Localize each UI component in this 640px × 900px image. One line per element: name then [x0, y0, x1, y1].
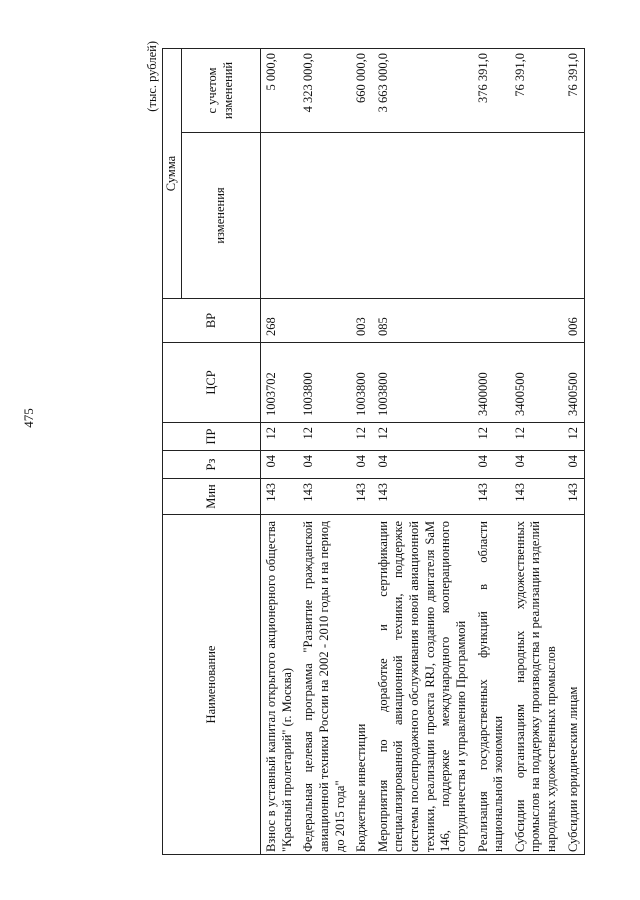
table-row	[473, 49, 510, 855]
table-body	[261, 49, 585, 855]
header-rz: Рз	[163, 451, 261, 479]
table-row	[351, 49, 373, 855]
table-row	[563, 49, 585, 855]
row-rz: 04	[563, 451, 585, 479]
row-rz: 04	[298, 451, 351, 479]
row-min: 143	[373, 479, 473, 515]
row-rz: 04	[473, 451, 510, 479]
table-header	[163, 49, 261, 855]
row-total: 4 323 000,0	[298, 49, 351, 133]
row-vr	[473, 299, 510, 343]
page-number: 475	[21, 408, 36, 428]
row-csr: 3400000	[473, 343, 510, 423]
row-pr: 12	[351, 423, 373, 451]
table-row	[261, 49, 299, 855]
row-name: Федеральная целевая программа "Развитие гражданской авиационной техники России на 2002 - 2010 годы и на период до 2015 года"	[298, 515, 351, 855]
row-pr: 12	[373, 423, 473, 451]
row-rz: 04	[373, 451, 473, 479]
row-changes	[510, 133, 563, 299]
row-vr: 006	[563, 299, 585, 343]
table-row	[510, 49, 563, 855]
row-changes	[373, 133, 473, 299]
row-csr: 1003800	[298, 343, 351, 423]
header-csr: ЦСР	[163, 343, 261, 423]
row-pr: 12	[473, 423, 510, 451]
row-total: 5 000,0	[261, 49, 299, 133]
header-min: Мин	[163, 479, 261, 515]
row-changes	[351, 133, 373, 299]
row-min: 143	[298, 479, 351, 515]
row-csr: 1003800	[351, 343, 373, 423]
row-min: 143	[563, 479, 585, 515]
row-total: 376 391,0	[473, 49, 510, 133]
row-csr: 3400500	[510, 343, 563, 423]
row-vr	[510, 299, 563, 343]
row-changes	[298, 133, 351, 299]
row-name: Бюджетные инвестиции	[351, 515, 373, 855]
row-name: Взнос в уставный капитал открытого акционерного общества "Красный пролетарий" (г. Москва)	[261, 515, 299, 855]
row-name: Реализация государственных функций в области национальной экономики	[473, 515, 510, 855]
row-name: Мероприятия по доработке и сертификации специализированной авиационной техники, поддержке системы послепродажного обслуживания новой авиационной техники, реализации проекта RRJ, созданию двигателя SaM 146, поддержке международного кооперационного сотрудничества и управлению Программой	[373, 515, 473, 855]
row-pr: 12	[563, 423, 585, 451]
row-csr: 3400500	[563, 343, 585, 423]
row-total: 3 663 000,0	[373, 49, 473, 133]
row-csr: 1003702	[261, 343, 299, 423]
row-min: 143	[473, 479, 510, 515]
row-changes	[473, 133, 510, 299]
row-rz: 04	[510, 451, 563, 479]
header-name: Наименование	[163, 515, 261, 855]
row-pr: 12	[510, 423, 563, 451]
header-sum: Сумма	[163, 49, 182, 299]
row-pr: 12	[261, 423, 299, 451]
units-note: (тыс. рублей)	[145, 41, 159, 112]
row-vr: 085	[373, 299, 473, 343]
row-rz: 04	[351, 451, 373, 479]
header-pr: ПР	[163, 423, 261, 451]
row-total: 660 000,0	[351, 49, 373, 133]
row-total: 76 391,0	[510, 49, 563, 133]
row-min: 143	[510, 479, 563, 515]
row-min: 143	[261, 479, 299, 515]
row-name: Субсидии юридическим лицам	[563, 515, 585, 855]
row-total: 76 391,0	[563, 49, 585, 133]
header-vr: ВР	[163, 299, 261, 343]
row-name: Субсидии организациям народных художественных промыслов на поддержку производства и реализации изделий народных художественных промыслов	[510, 515, 563, 855]
row-changes	[563, 133, 585, 299]
row-vr	[298, 299, 351, 343]
row-vr: 003	[351, 299, 373, 343]
row-csr: 1003800	[373, 343, 473, 423]
budget-table	[162, 48, 585, 855]
table-row	[373, 49, 473, 855]
header-with-changes: с учетом изменений	[182, 49, 261, 133]
table-row	[298, 49, 351, 855]
header-changes: изменения	[182, 133, 261, 299]
rotated-page-content	[145, 35, 580, 855]
row-vr: 268	[261, 299, 299, 343]
row-pr: 12	[298, 423, 351, 451]
row-changes	[261, 133, 299, 299]
row-min: 143	[351, 479, 373, 515]
row-rz: 04	[261, 451, 299, 479]
